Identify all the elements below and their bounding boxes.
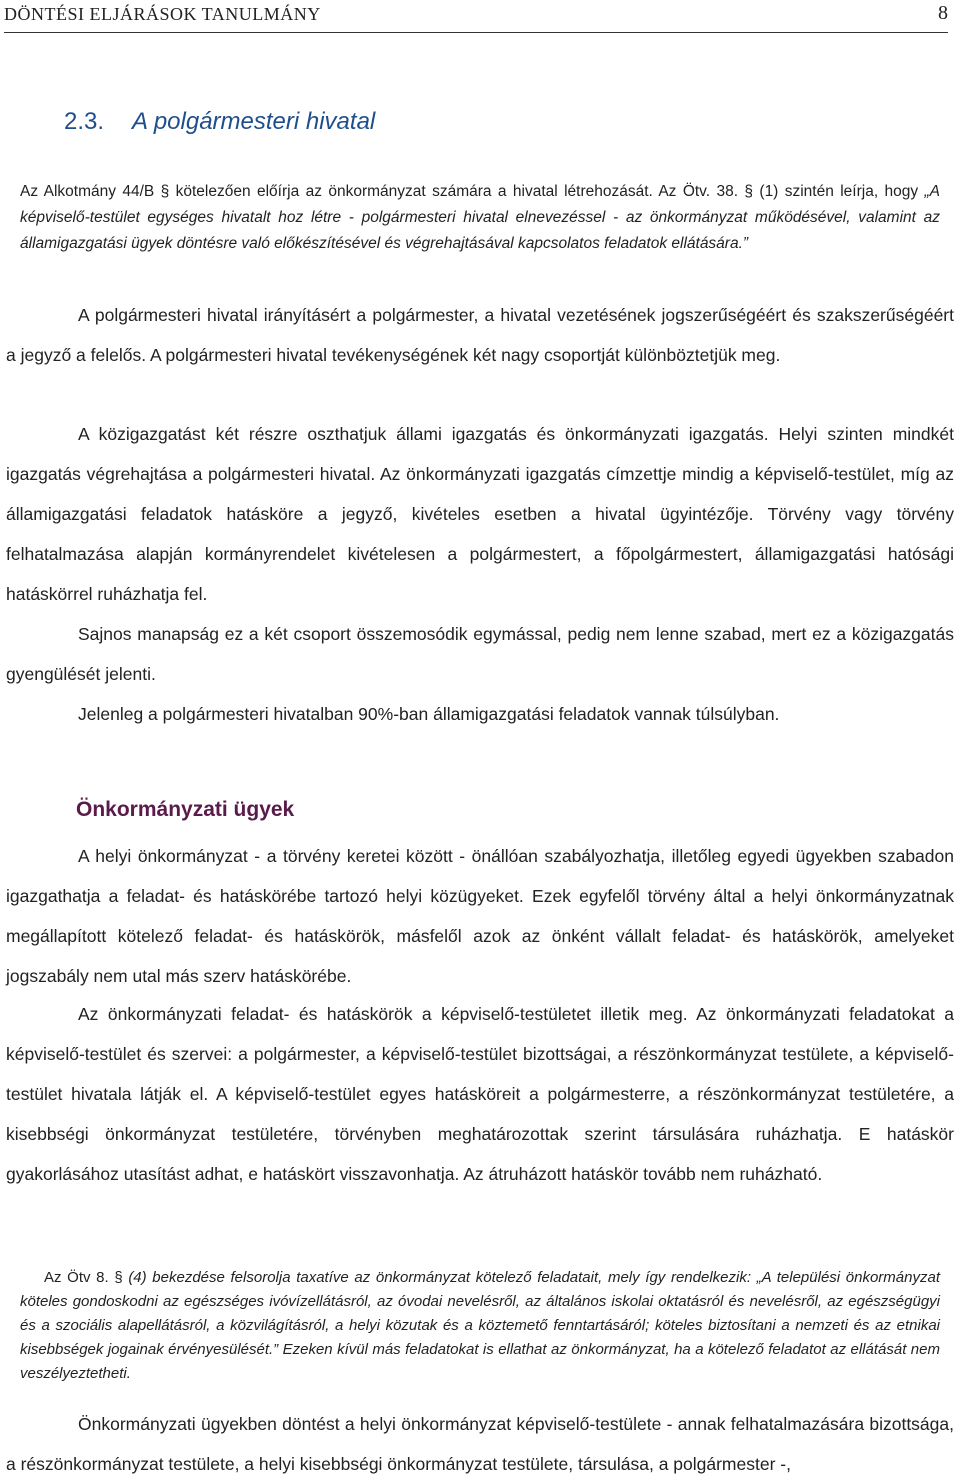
subsection-heading: Önkormányzati ügyek <box>76 798 295 821</box>
page-number: 8 <box>938 2 948 24</box>
quote-text: „A képviselő-testület egységes hivatalt hoz létre - polgármesteri hivatal elnevezéssel - az önkormányzat működésével, valamint az államigazgatási ügyek döntésre való előkészítésével és végrehajtásával kapcsolatos feladatok ellátására.” <box>20 183 940 252</box>
section-title: A polgármesteri hivatal <box>132 108 376 135</box>
page-header <box>4 0 948 33</box>
paragraph-hivatal-iranyitas: A polgármesteri hivatal irányításért a polgármester, a hivatal vezetésének jogszerűségéért és szakszerűségéért a jegyző a felelős. A polgármesteri hivatal tevékenységének két nagy csoportját különböztetjük meg. <box>6 305 954 365</box>
paragraph-hataskorok: Az önkormányzati feladat- és hatáskörök a képviselő-testületet illetik meg. Az önkormányzati feladatokat a képviselő-testület és szervei: a polgármester, a képviselő-testület bizottságai, a részönkormányzat testülete, a képviselő-testület hivatala látják el. A képviselő-testület egyes hatásköreit a polgármesterre, a részönkormányzat testületére, a kisebbségi önkormányzat testületére, törvényben meghatározottak szerint társulására ruházhatja. E hatáskör gyakorlásához utasítást adhat, e hatáskört visszavonhatja. Az átruházott hatáskör tovább nem ruházható. <box>6 1004 954 1184</box>
quote-intro: Az Alkotmány 44/B § kötelezően előírja az önkormányzat számára a hivatal létrehozását. Az Ötv. 38. § (1) szintén leírja, hogy <box>20 183 925 200</box>
paragraph-tulsuly: Jelenleg a polgármesteri hivatalban 90%-ban államigazgatási feladatok vannak túlsúlyban. <box>78 704 780 724</box>
quote-block <box>20 179 940 257</box>
paragraph-dontes: Önkormányzati ügyekben döntést a helyi önkormányzat képviselő-testülete - annak felhatalmazására bizottsága, a részönkormányzat testülete, a helyi kisebbségi önkormányzat testülete, társulása, a polgármester -, <box>6 1414 954 1474</box>
paragraph-osszemosodas: Sajnos manapság ez a két csoport összemosódik egymással, pedig nem lenne szabad, mert ez a közigazgatás gyengülését jelenti. <box>6 624 954 684</box>
paragraph-kozigazgatas: A közigazgatást két részre oszthatjuk állami igazgatás és önkormányzati igazgatás. Helyi szinten mindkét igazgatás végrehajtása a polgármesteri hivatal. Az önkormányzati igazgatás címzettje mindig a képviselő-testület, míg az államigazgatási feladatok hatásköre a jegyző, kivételes esetben a hivatal ügyintézője. Törvény vagy törvény felhatalmazása alapján kormányrendelet kivételesen a polgármestert, a főpolgármestert, államigazgatási hatósági hatáskörrel ruházhatja fel. <box>6 424 954 604</box>
section-number: 2.3. <box>64 108 105 135</box>
paragraph-helyi-onkormanyzat: A helyi önkormányzat - a törvény keretei között - önállóan szabályozhatja, illetőleg egyedi ügyekben szabadon igazgathatja a feladat- és hatáskörébe tartozó helyi közügyeket. Ezek egyfelől törvény által a helyi önkormányzatnak megállapított kötelező feladat- és hatáskörök, másfelől azok az önként vállalt feladat- és hatáskörök, amelyeket jogszabály nem utal más szerv hatáskörébe. <box>6 846 954 986</box>
legal-note <box>20 1266 940 1386</box>
note-italic: (4) bekezdése felsorolja taxatíve az önkormányzat kötelező feladatait, mely így rendelkezik: „A települési önkormányzat köteles gondoskodni az egészséges ivóvízellátásról, az óvodai nevelésről, az általános iskolai oktatásról és nevelésről, az egészségügyi és a szociális alapellátásról, a közvilágításról, a helyi közutak és a köztemető fenntartásáról; köteles biztosítani a nemzeti és az etnikai kisebbségek jogainak érvényesülését.” Ezeken kívül más feladatokat is ellathat az önkormányzat, ha a kötelező feladatot az ellátását nem veszélyeztetheti. <box>20 1269 940 1382</box>
note-prefix: Az Ötv 8. § <box>44 1269 129 1286</box>
section-heading <box>64 108 375 136</box>
header-title: DÖNTÉSI ELJÁRÁSOK TANULMÁNY <box>4 4 321 24</box>
